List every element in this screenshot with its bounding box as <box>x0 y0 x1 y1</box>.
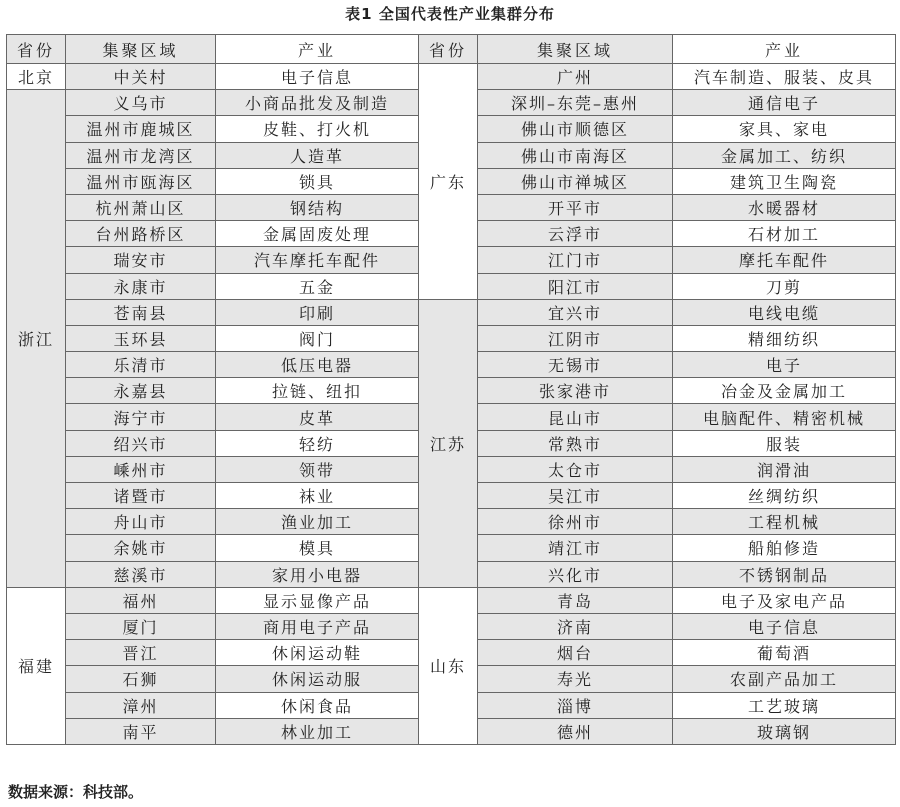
region-cell: 德州 <box>478 718 673 744</box>
industry-cell: 轻纺 <box>216 430 419 456</box>
header-region: 集聚区域 <box>478 35 673 64</box>
region-cell: 常熟市 <box>478 430 673 456</box>
region-cell: 昆山市 <box>478 404 673 430</box>
region-cell: 淄博 <box>478 692 673 718</box>
header-province: 省份 <box>7 35 66 64</box>
region-cell: 晋江 <box>66 640 216 666</box>
industry-cell: 汽车制造、服装、皮具 <box>673 64 896 90</box>
region-cell: 海宁市 <box>66 404 216 430</box>
industry-cell: 渔业加工 <box>216 509 419 535</box>
header-province: 省份 <box>419 35 478 64</box>
header-industry: 产业 <box>216 35 419 64</box>
industry-cell: 皮革 <box>216 404 419 430</box>
region-cell: 佛山市顺德区 <box>478 116 673 142</box>
industry-cell: 精细纺织 <box>673 325 896 351</box>
region-cell: 寿光 <box>478 666 673 692</box>
province-cell: 山东 <box>419 587 478 744</box>
region-cell: 云浮市 <box>478 221 673 247</box>
industry-cell: 皮鞋、打火机 <box>216 116 419 142</box>
industry-cell: 电子及家电产品 <box>673 587 896 613</box>
region-cell: 杭州萧山区 <box>66 194 216 220</box>
industry-cell: 阀门 <box>216 325 419 351</box>
region-cell: 宜兴市 <box>478 299 673 325</box>
source-note: 数据来源：科技部。 <box>8 783 144 801</box>
industry-cell: 人造革 <box>216 142 419 168</box>
industry-cell: 电子 <box>673 352 896 378</box>
region-cell: 绍兴市 <box>66 430 216 456</box>
industry-cell: 家用小电器 <box>216 561 419 587</box>
region-cell: 石狮 <box>66 666 216 692</box>
table-row <box>7 299 896 325</box>
industry-cell: 商用电子产品 <box>216 613 419 639</box>
industry-cell: 农副产品加工 <box>673 666 896 692</box>
industry-cell: 印刷 <box>216 299 419 325</box>
region-cell: 深圳–东莞–惠州 <box>478 90 673 116</box>
industry-cell: 袜业 <box>216 483 419 509</box>
province-cell: 江苏 <box>419 299 478 587</box>
region-cell: 江门市 <box>478 247 673 273</box>
region-cell: 舟山市 <box>66 509 216 535</box>
industry-cell: 船舶修造 <box>673 535 896 561</box>
industry-cell: 小商品批发及制造 <box>216 90 419 116</box>
industry-cell: 电子信息 <box>216 64 419 90</box>
region-cell: 温州市瓯海区 <box>66 168 216 194</box>
region-cell: 慈溪市 <box>66 561 216 587</box>
province-cell: 浙江 <box>7 90 66 588</box>
industry-cell: 金属固废处理 <box>216 221 419 247</box>
industry-cell: 服装 <box>673 430 896 456</box>
industry-cell: 冶金及金属加工 <box>673 378 896 404</box>
region-cell: 太仓市 <box>478 456 673 482</box>
region-cell: 无锡市 <box>478 352 673 378</box>
region-cell: 永嘉县 <box>66 378 216 404</box>
industry-cell: 葡萄酒 <box>673 640 896 666</box>
region-cell: 济南 <box>478 613 673 639</box>
industry-cell: 水暖器材 <box>673 194 896 220</box>
region-cell: 佛山市南海区 <box>478 142 673 168</box>
industry-cell: 显示显像产品 <box>216 587 419 613</box>
region-cell: 徐州市 <box>478 509 673 535</box>
region-cell: 江阴市 <box>478 325 673 351</box>
header-row <box>7 35 896 64</box>
industry-cell: 低压电器 <box>216 352 419 378</box>
region-cell: 烟台 <box>478 640 673 666</box>
region-cell: 兴化市 <box>478 561 673 587</box>
province-cell: 福建 <box>7 587 66 744</box>
industry-cell: 家具、家电 <box>673 116 896 142</box>
industry-cell: 汽车摩托车配件 <box>216 247 419 273</box>
industry-cell: 拉链、纽扣 <box>216 378 419 404</box>
region-cell: 青岛 <box>478 587 673 613</box>
industry-cell: 钢结构 <box>216 194 419 220</box>
table-row <box>7 64 896 90</box>
region-cell: 苍南县 <box>66 299 216 325</box>
region-cell: 吴江市 <box>478 483 673 509</box>
region-cell: 温州市鹿城区 <box>66 116 216 142</box>
industry-cell: 不锈钢制品 <box>673 561 896 587</box>
region-cell: 瑞安市 <box>66 247 216 273</box>
region-cell: 开平市 <box>478 194 673 220</box>
region-cell: 厦门 <box>66 613 216 639</box>
industry-cell: 林业加工 <box>216 718 419 744</box>
industry-cell: 休闲运动服 <box>216 666 419 692</box>
region-cell: 靖江市 <box>478 535 673 561</box>
industry-cell: 锁具 <box>216 168 419 194</box>
region-cell: 张家港市 <box>478 378 673 404</box>
region-cell: 佛山市禅城区 <box>478 168 673 194</box>
industry-cell: 电子信息 <box>673 613 896 639</box>
table-row <box>7 587 896 613</box>
region-cell: 永康市 <box>66 273 216 299</box>
region-cell: 阳江市 <box>478 273 673 299</box>
header-region: 集聚区域 <box>66 35 216 64</box>
industry-cell: 金属加工、纺织 <box>673 142 896 168</box>
table-title: 表1 全国代表性产业集群分布 <box>345 5 555 23</box>
industry-cell: 模具 <box>216 535 419 561</box>
region-cell: 广州 <box>478 64 673 90</box>
industry-cell: 休闲运动鞋 <box>216 640 419 666</box>
region-cell: 义乌市 <box>66 90 216 116</box>
industry-cell: 休闲食品 <box>216 692 419 718</box>
industry-cell: 润滑油 <box>673 456 896 482</box>
region-cell: 南平 <box>66 718 216 744</box>
industry-cell: 石材加工 <box>673 221 896 247</box>
industry-cell: 工艺玻璃 <box>673 692 896 718</box>
region-cell: 漳州 <box>66 692 216 718</box>
industry-cell: 电脑配件、精密机械 <box>673 404 896 430</box>
province-cell: 北京 <box>7 64 66 90</box>
industry-cell: 领带 <box>216 456 419 482</box>
industry-cluster-table <box>6 34 896 745</box>
header-industry: 产业 <box>673 35 896 64</box>
region-cell: 台州路桥区 <box>66 221 216 247</box>
region-cell: 诸暨市 <box>66 483 216 509</box>
industry-cell: 电线电缆 <box>673 299 896 325</box>
industry-cell: 刀剪 <box>673 273 896 299</box>
region-cell: 福州 <box>66 587 216 613</box>
region-cell: 中关村 <box>66 64 216 90</box>
province-cell: 广东 <box>419 64 478 300</box>
region-cell: 玉环县 <box>66 325 216 351</box>
region-cell: 乐清市 <box>66 352 216 378</box>
industry-cell: 建筑卫生陶瓷 <box>673 168 896 194</box>
industry-cell: 摩托车配件 <box>673 247 896 273</box>
industry-cell: 通信电子 <box>673 90 896 116</box>
industry-cell: 玻璃钢 <box>673 718 896 744</box>
region-cell: 余姚市 <box>66 535 216 561</box>
region-cell: 嵊州市 <box>66 456 216 482</box>
industry-cell: 五金 <box>216 273 419 299</box>
industry-cell: 丝绸纺织 <box>673 483 896 509</box>
table-body <box>7 64 896 745</box>
industry-cell: 工程机械 <box>673 509 896 535</box>
region-cell: 温州市龙湾区 <box>66 142 216 168</box>
